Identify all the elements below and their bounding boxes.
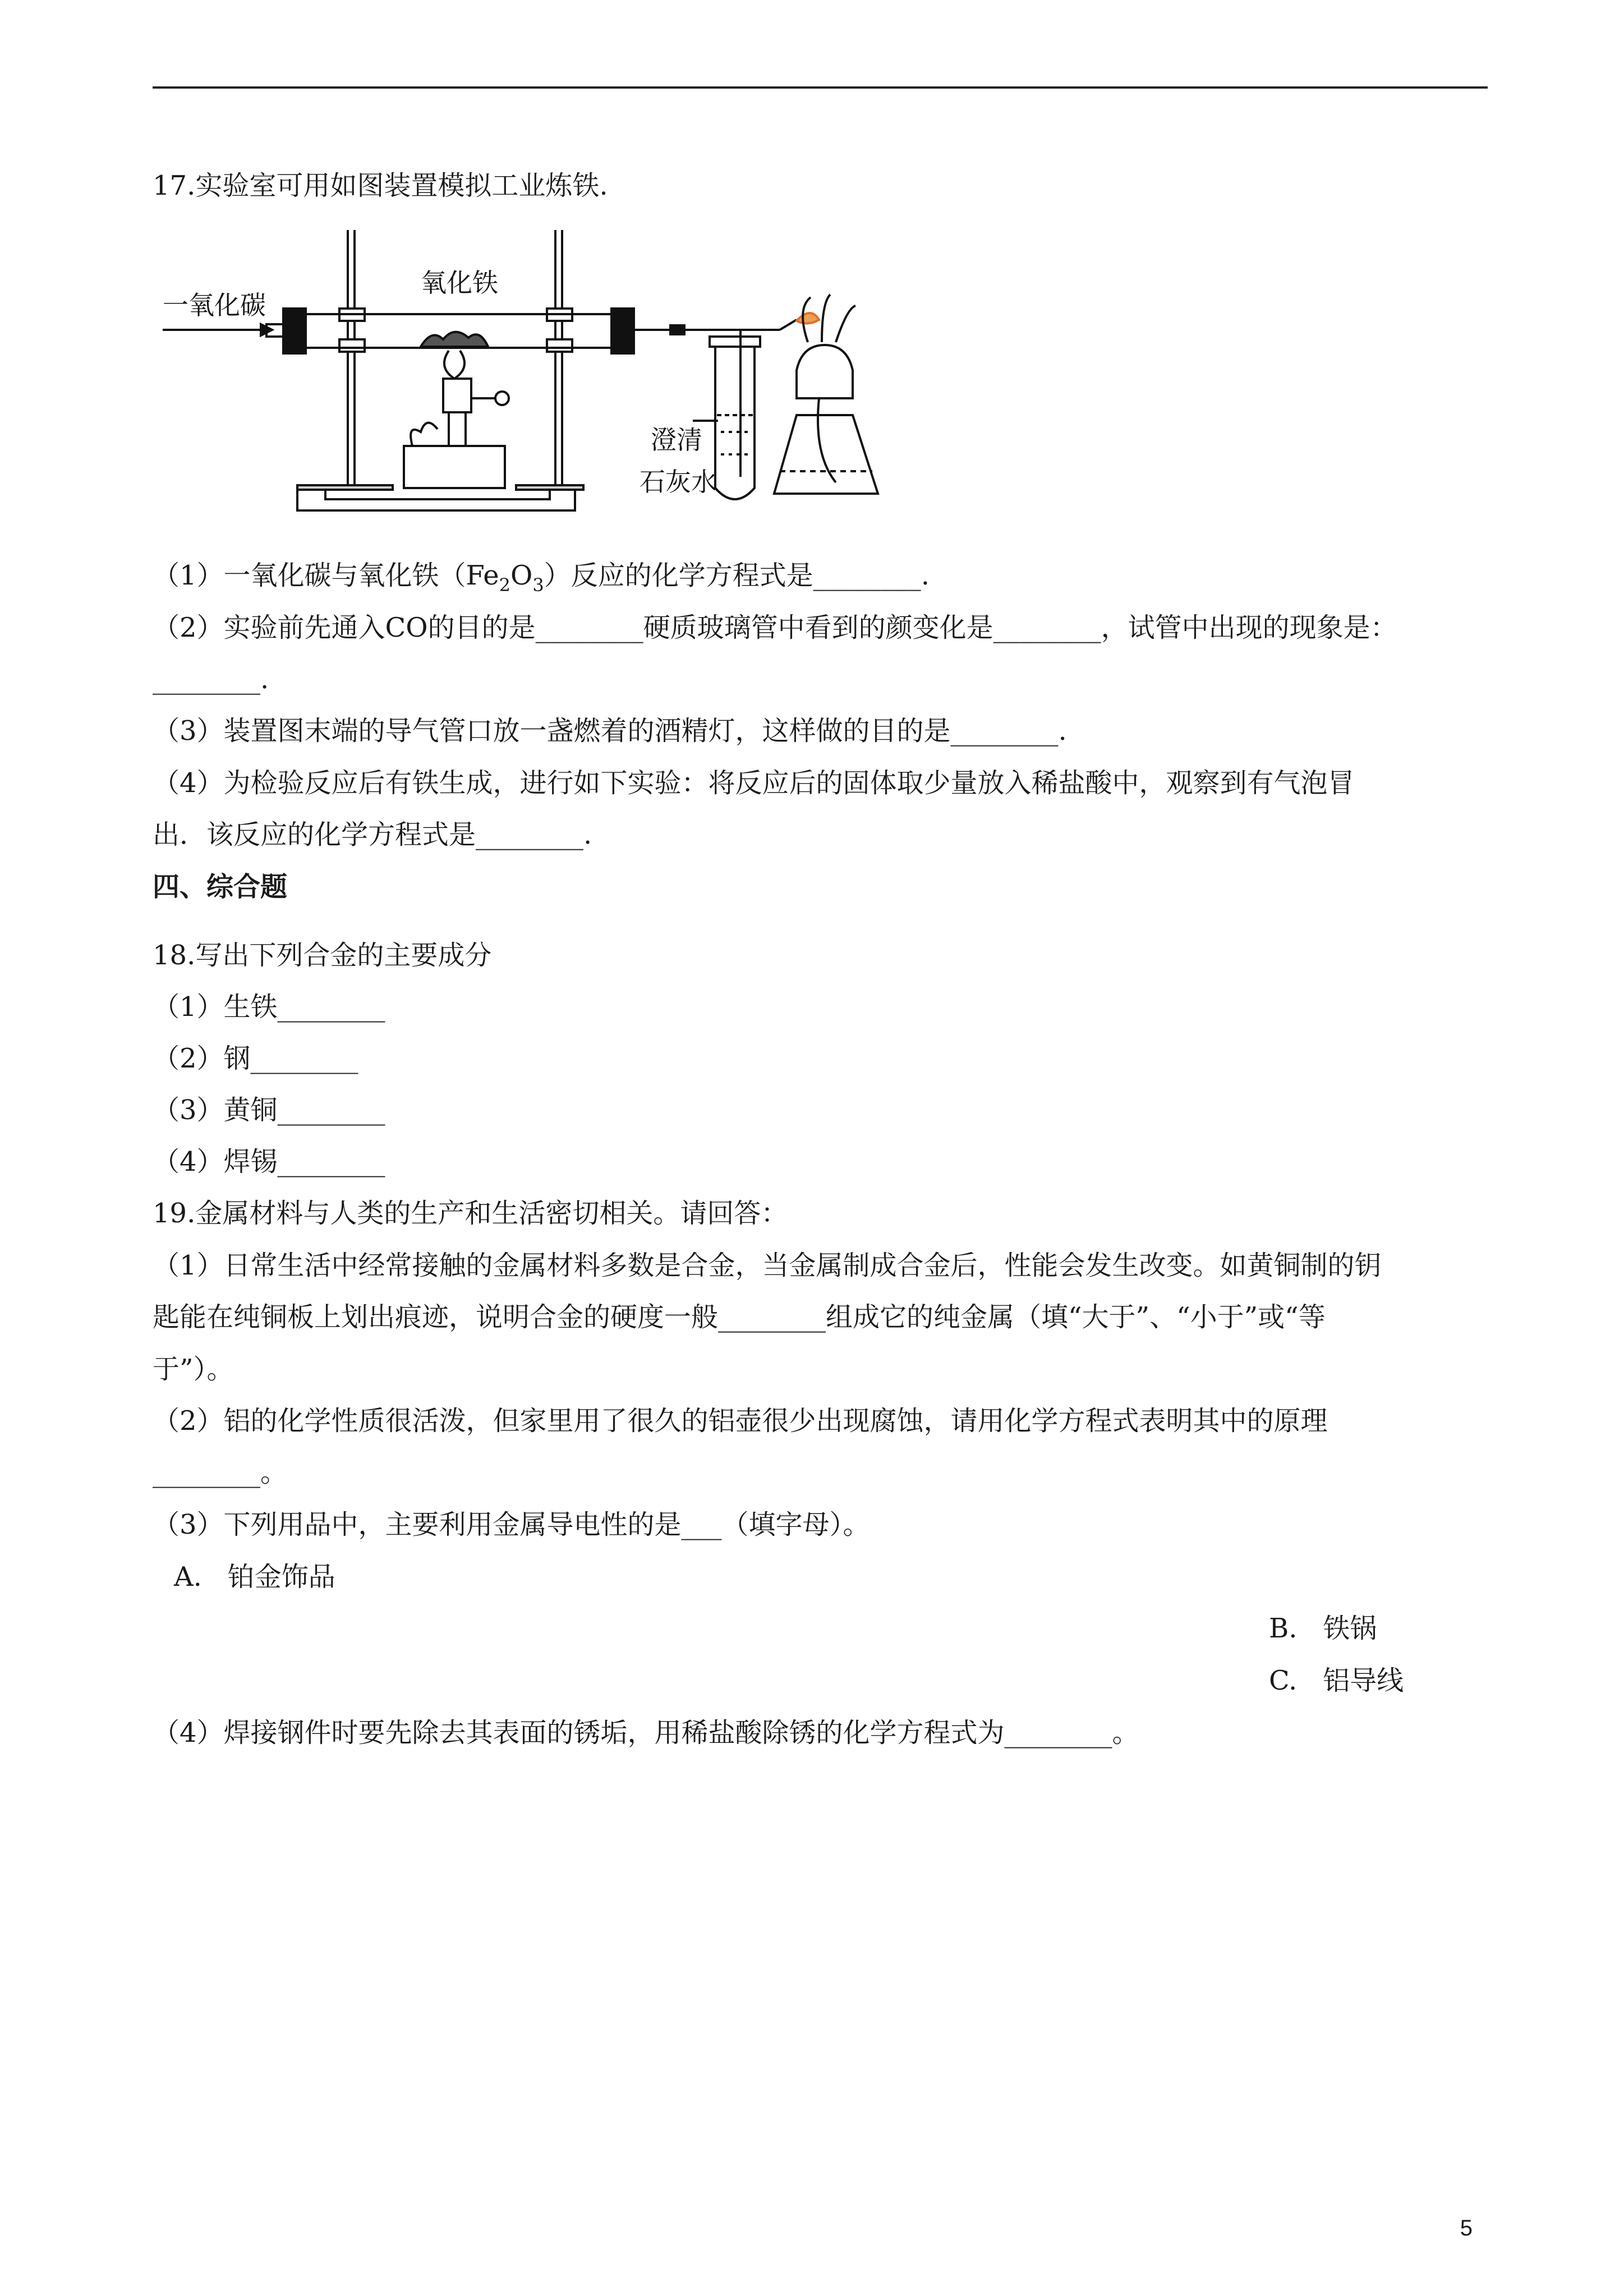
q19-stem: 19.金属材料与人类的生产和生活密切相关。请回答：	[153, 1198, 788, 1229]
q18-item: （1）生铁________	[153, 991, 385, 1023]
q17-part4-line2: 出．该反应的化学方程式是________.	[153, 819, 592, 850]
label-iron-oxide: 氧化铁	[421, 268, 498, 298]
q19-part3: （3）下列用品中，主要利用金属导电性的是___（填字母）。	[153, 1509, 870, 1540]
q17-part2-line2: ________.	[153, 664, 269, 695]
q17-part1: （1）一氧化碳与氧化铁$(Fe_2O_3)$反应的化学方程式是________.	[153, 560, 930, 596]
q17-part3: （3）装置图末端的导气管口放一盏燃着的酒精灯，这样做的目的是________.	[153, 715, 1067, 747]
q18-item: （2）钢________	[153, 1043, 358, 1074]
q19-part2-line2: ________。	[153, 1457, 288, 1488]
label-limewater: 石灰水	[640, 467, 717, 497]
q19-part1-line2: 匙能在纯铜板上划出痕迹，说明合金的硬度一般________组成它的纯金属（填“大于”、“小于”或“等	[153, 1301, 1326, 1333]
label-carbon-monoxide: 一氧化碳	[163, 290, 266, 320]
q18-stem: 18.写出下列合金的主要成分	[153, 940, 492, 971]
q17-part4-line1: （4）为检验反应后有铁生成，进行如下实验：将反应后的固体取少量放入稀盐酸中，观察到有气泡冒	[153, 767, 1355, 799]
q17-stem: 17.实验室可用如图装置模拟工业炼铁.	[153, 170, 608, 201]
q18-item: （4）焊锡________	[153, 1146, 385, 1177]
label-clear: 澄清	[651, 425, 702, 455]
header-rule	[153, 86, 1488, 89]
page-number: 5	[1460, 2216, 1473, 2240]
q18-item: （3）黄铜________	[153, 1094, 385, 1126]
option-c[interactable]: C. 铝导线	[1269, 1665, 1404, 1696]
q19-part4: （4）焊接钢件时要先除去其表面的锈垢，用稀盐酸除锈的化学方程式为________。	[153, 1717, 1139, 1749]
option-b[interactable]: B. 铁锅	[1269, 1613, 1377, 1644]
q17-part2-line1: （2）实验前先通入CO的目的是________硬质玻璃管中看到的颜变化是________，试管中出现的现象是：	[153, 612, 1397, 643]
iron-smelting-apparatus-figure	[157, 230, 937, 522]
q19-part1-line1: （1）日常生活中经常接触的金属材料多数是合金，当金属制成合金后，性能会发生改变。如黄铜制的钥	[153, 1250, 1382, 1281]
section-heading: 四、综合题	[153, 871, 288, 903]
q19-part1-line3: 于”）。	[153, 1354, 234, 1385]
option-a[interactable]: A. 铂金饰品	[174, 1561, 335, 1593]
q19-part2-line1: （2）铝的化学性质很活泼，但家里用了很久的铝壶很少出现腐蚀，请用化学方程式表明其中的原理	[153, 1405, 1328, 1437]
